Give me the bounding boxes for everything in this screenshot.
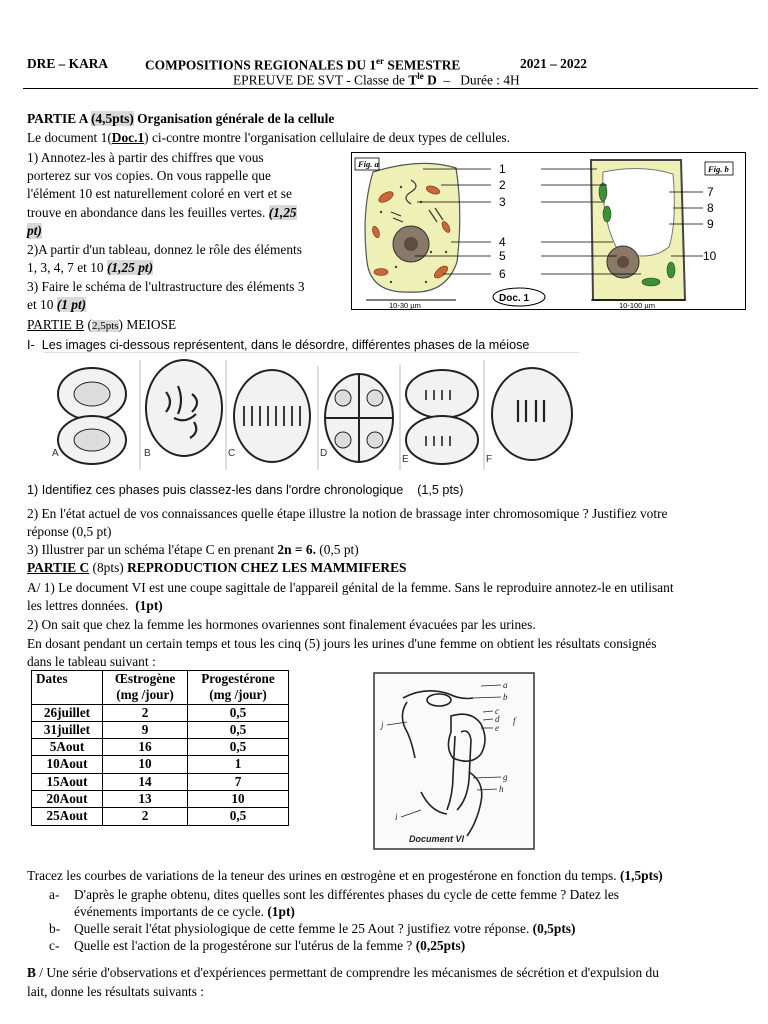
table-cell-progesterone: 0,5 (188, 721, 289, 738)
table-header-oestrogene (103, 671, 188, 705)
fig-b-label: Fig. b (708, 164, 729, 174)
header-line2 (233, 71, 520, 88)
fig-a-label: Fig. a (358, 159, 379, 169)
partC-sub-a-pts: (1pt) (267, 904, 295, 919)
doc1-number-6: 6 (499, 267, 506, 281)
meiosis-label-e: E (402, 454, 409, 465)
doc6-letter-b: b (503, 692, 508, 702)
partB-title: PARTIE B (2,5pts) MEIOSE (27, 317, 177, 332)
table-header-oestrogene-l2: (mg /jour) (116, 687, 174, 703)
partC-trace-text: Tracez les courbes de variations de la teneur des urines en œstrogène et en progestérone en fonction du temps. (27, 868, 620, 883)
table-row (32, 756, 289, 773)
partC-b-text: / Une série d'observations et d'expériences permettant de comprendre les mécanismes de sécrétion et d'expulsion du (35, 965, 659, 980)
partB-q3 (27, 542, 359, 558)
header-class2: D (423, 72, 437, 88)
partA-q2-text: 1, 3, 4, 7 et 10 (27, 260, 107, 275)
partA-q1-line3: l'élément 10 est naturellement coloré en vert et se (27, 186, 292, 201)
partA-q3-line1: 3) Faire le schéma de l'ultrastructure des éléments 3 (27, 279, 305, 294)
partA-q1-pts-cont: pt) (27, 223, 42, 238)
partB-title-pre: PARTIE B (27, 317, 85, 332)
partB-intro-num: I- (27, 338, 35, 352)
partA-title-pre: PARTIE A (27, 111, 92, 126)
doc6-caption: Document VI (409, 834, 465, 844)
partC-sub-b-pts: (0,5pts) (532, 921, 576, 936)
doc1-number-7: 7 (707, 185, 714, 199)
doc6-letter-h: h (499, 784, 504, 794)
table-row (32, 773, 289, 790)
table-cell-oestrogene: 2 (103, 704, 188, 721)
doc6-letter-j: j (381, 720, 384, 730)
doc6-letter-f: f (513, 716, 516, 726)
partA-q2-line2 (27, 260, 153, 276)
table-cell-date: 15Aout (32, 773, 103, 790)
meiosis-image-f (492, 368, 572, 460)
meiosis-phases-illustration (44, 352, 579, 470)
doc1-number-9: 9 (707, 217, 714, 231)
partA-q1-pts: (1,25 (268, 205, 297, 220)
doc6-letter-d: d (495, 714, 500, 724)
table-cell-progesterone: 0,5 (188, 739, 289, 756)
hormone-table (31, 670, 289, 826)
partB-intro-text: Les images ci-dessous représentent, dans le désordre, différentes phases de la méiose (41, 338, 530, 352)
doc1-figure (351, 152, 746, 310)
partA-q3-line2 (27, 297, 86, 313)
table-header-progesterone (188, 671, 289, 705)
partC-a2: 2) On sait que chez la femme les hormones ovariennes sont finalement évacuées par les urines. (27, 617, 536, 632)
partC-a1-line1: A/ 1) Le document VI est une coupe sagittale de l'appareil génital de la femme. Sans le reproduire annotez-le en utilisant (27, 580, 674, 595)
partA-intro-post: ) ci-contre montre l'organisation cellulaire de deux types de cellules. (144, 130, 510, 145)
partC-sub-b-letter: b- (49, 921, 61, 936)
partA-q2-line1: 2)A partir d'un tableau, donnez le rôle des éléments (27, 242, 302, 257)
header-center-sup: er (376, 56, 385, 66)
partB-intro (27, 338, 529, 352)
table-row (32, 721, 289, 738)
header-class-sup: le (417, 71, 424, 81)
table-cell-oestrogene: 16 (103, 739, 188, 756)
table-row (32, 739, 289, 756)
partC-sub-a-line1 (49, 887, 619, 903)
header-sep: – (436, 72, 461, 88)
female-reproductive-tract-illustration (373, 672, 535, 850)
partB-title-pts: 2,5pts (91, 320, 119, 332)
doc1-number-10: 10 (703, 249, 717, 263)
doc1-label: Doc. 1 (499, 293, 530, 304)
partA-intro-pre: Le document 1( (27, 130, 112, 145)
partC-title-pts: (8pts) (89, 560, 128, 575)
partC-sub-a-text2: événements importants de ce cycle. (74, 904, 268, 919)
partC-sub-a-text: D'après le graphe obtenu, dites quelles sont les différentes phases du cycle de cette femme ? Datez les (74, 887, 620, 902)
table-cell-progesterone: 1 (188, 756, 289, 773)
partC-sub-a-line2 (74, 904, 295, 920)
meiosis-images (44, 352, 579, 470)
table-header-oestrogene-l1: Œstrogène (114, 671, 176, 686)
header-duration: Durée : 4H (460, 72, 520, 88)
partC-trace (27, 868, 663, 884)
table-cell-oestrogene: 2 (103, 808, 188, 825)
doc6-letter-a: a (503, 680, 508, 690)
doc6-letter-c: c (495, 706, 499, 716)
table-cell-oestrogene: 10 (103, 756, 188, 773)
meiosis-label-a: A (52, 448, 59, 459)
partC-sub-a-letter: a- (49, 887, 60, 902)
partC-sub-b (49, 921, 575, 937)
scale-b-label: 10-100 µm (619, 301, 656, 310)
header-epreuve: EPREUVE DE SVT - Classe de (233, 72, 409, 88)
meiosis-image-b (146, 360, 222, 456)
partC-sub-c-pts: (0,25pts) (415, 938, 466, 953)
partA-title-post: Organisation générale de la cellule (133, 111, 335, 126)
table-cell-date: 5Aout (32, 739, 103, 756)
table-cell-date: 26juillet (32, 704, 103, 721)
table-cell-progesterone: 0,5 (188, 808, 289, 825)
partC-b-line1 (27, 965, 659, 981)
meiosis-label-f: F (486, 454, 493, 465)
partC-sub-b-text: Quelle serait l'état physiologique de cette femme le 25 Aout ? justifiez votre réponse. (74, 921, 533, 936)
partA-q2-pts: (1,25 pt) (106, 260, 154, 275)
header-center-pre: COMPOSITIONS REGIONALES DU 1 (145, 57, 377, 73)
header-center-post: SEMESTRE (384, 57, 461, 73)
table-cell-date: 31juillet (32, 721, 103, 738)
partB-q3-post: (0,5 pt) (315, 542, 359, 557)
partC-sub-c-letter: c- (49, 938, 60, 953)
doc1-number-3: 3 (499, 195, 506, 209)
table-cell-date: 10Aout (32, 756, 103, 773)
table-header-progesterone-l2: (mg /jour) (209, 687, 267, 703)
partB-q1 (27, 483, 463, 497)
doc6-letter-e: e (495, 723, 499, 733)
partA-q1-text: trouve en abondance dans les feuilles vertes. (27, 205, 269, 220)
doc6-letter-i: i (395, 812, 398, 822)
doc1-number-5: 5 (499, 249, 506, 263)
partB-q1-text: 1) Identifiez ces phases puis classez-les dans l'ordre chronologique (27, 483, 404, 497)
doc6-figure (373, 672, 535, 850)
partC-a3-line1: En dosant pendant un certain temps et tous les cinq (5) jours les urines d'une femme on obtient les résultats consignés (27, 636, 657, 651)
partA-q3-pts: (1 pt) (56, 297, 87, 312)
doc1-cells-illustration (351, 152, 746, 310)
table-row (32, 808, 289, 825)
doc1-number-2: 2 (499, 178, 506, 192)
partC-a1-text: les lettres données. (27, 598, 136, 613)
partA-intro-doc: Doc.1 (111, 130, 145, 145)
table-cell-date: 20Aout (32, 791, 103, 808)
table-header-dates (32, 671, 103, 705)
partA-title-pts: (4,5pts) (91, 111, 134, 126)
header-year: 2021 – 2022 (520, 56, 587, 71)
partC-sub-c-text: Quelle est l'action de la progestérone sur l'utérus de la femme ? (74, 938, 416, 953)
partB-q3-pre: 3) Illustrer par un schéma l'étape C en prenant (27, 542, 278, 557)
table-header-dates-text: Dates (36, 671, 68, 686)
partC-a1-line2 (27, 598, 163, 614)
partB-q1-pts: (1,5 pts) (417, 483, 464, 497)
meiosis-image-d (325, 374, 393, 462)
table-cell-oestrogene: 13 (103, 791, 188, 808)
doc6-letter-g: g (503, 772, 508, 782)
partC-b-line2: lait, donne les résultats suivants : (27, 984, 205, 999)
partB-title-post: MEIOSE (123, 317, 177, 332)
table-row (32, 704, 289, 721)
table-cell-progesterone: 7 (188, 773, 289, 790)
table-header-row (32, 671, 289, 705)
table-row (32, 791, 289, 808)
header-class: T (408, 72, 418, 88)
table-cell-oestrogene: 9 (103, 721, 188, 738)
partC-title-pre: PARTIE C (27, 560, 90, 575)
meiosis-label-b: B (144, 448, 151, 459)
doc1-number-8: 8 (707, 201, 714, 215)
partA-title (27, 111, 334, 127)
partC-title (27, 560, 406, 576)
header-left: DRE – KARA (27, 56, 109, 71)
meiosis-label-d: D (320, 448, 328, 459)
partC-title-post: REPRODUCTION CHEZ LES MAMMIFERES (127, 560, 407, 575)
header-rule (23, 88, 758, 89)
doc1-number-4: 4 (499, 235, 506, 249)
meiosis-label-c: C (228, 448, 236, 459)
partC-sub-c (49, 938, 465, 954)
doc1-number-1: 1 (499, 162, 506, 176)
partB-q3-bold: 2n = 6. (277, 542, 316, 557)
partC-trace-pts: (1,5pts) (619, 868, 663, 883)
table-cell-progesterone: 10 (188, 791, 289, 808)
partA-q1-line4 (27, 205, 297, 221)
scale-a-label: 10-30 µm (389, 301, 421, 310)
partC-a1-pts: (1pt) (135, 598, 163, 613)
table-cell-progesterone: 0,5 (188, 704, 289, 721)
table-header-progesterone-l1: Progestérone (201, 671, 275, 686)
partA-q3-text: et 10 (27, 297, 57, 312)
partC-b-letter: B (27, 965, 36, 980)
partA-q1-line2: porterez sur vos copies. On vous rappelle que (27, 168, 271, 183)
partA-intro (27, 130, 510, 146)
table-cell-oestrogene: 14 (103, 773, 188, 790)
table-cell-date: 25Aout (32, 808, 103, 825)
meiosis-image-e (406, 370, 478, 464)
meiosis-image-c (234, 370, 310, 462)
partC-a3-line2: dans le tableau suivant : (27, 654, 156, 669)
partB-q2-line2: réponse (0,5 pt) (27, 524, 112, 539)
partB-q2-line1: 2) En l'état actuel de vos connaissances quelle étape illustre la notion de brassage inter chromosomique ? Justifiez votre (27, 506, 668, 521)
meiosis-image-a (58, 368, 126, 464)
partA-q1-line1: 1) Annotez-les à partir des chiffres que vous (27, 150, 264, 165)
